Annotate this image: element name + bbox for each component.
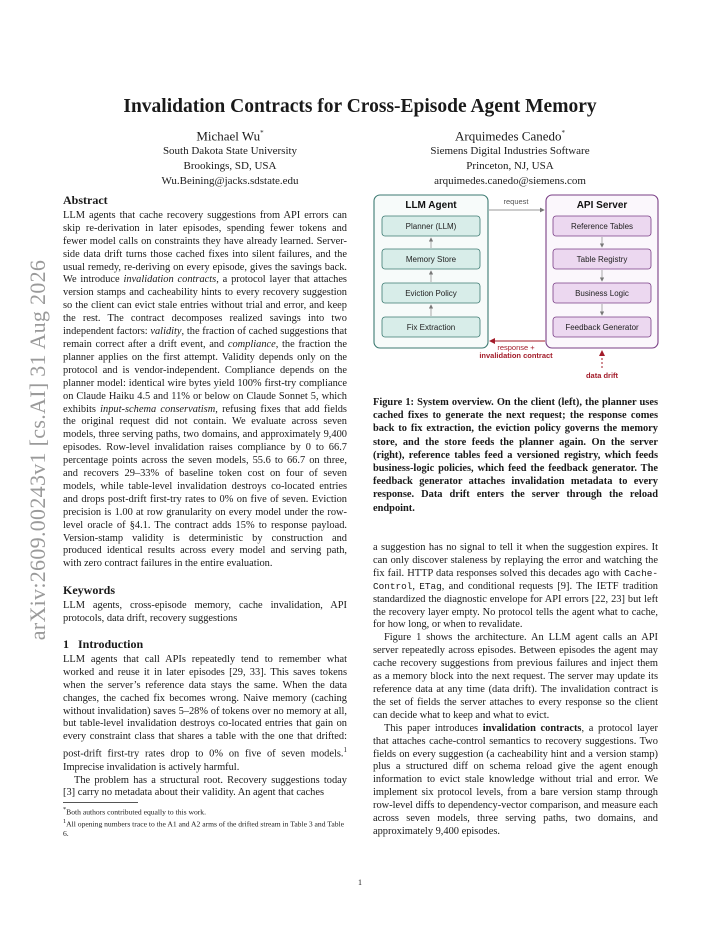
keywords-text: LLM agents, cross-episode memory, cache invalidation, API protocols, data drift, recovery suggestions [63,600,347,625]
intro-paragraph: The problem has a structural root. Recovery suggestions today [3] carry no metadata about their validity. An agent that caches [63,774,347,799]
author-name: Arquimedes Canedo [454,128,562,144]
reference-tables-label: Reference Tables [570,222,634,231]
footnotes [63,802,347,838]
paper-title: Invalidation Contracts for Cross-Episode Agent Memory [123,96,597,117]
server-title: API Server [576,200,628,211]
figure-caption: Figure 1: System overview. On the client (left), the planner uses cached fixes to generate the next request; the response comes back to fix extraction, the eviction policy governs the memory store, and the store feeds the planner again. On the server (right), reference tables feed a versioned registry, which feeds business-logic policies, which feed the feedback generator. The feedback generator attaches invalidation metadata to every response. Data drift enters the server through the reload endpoint. [373,397,658,514]
intro-paragraph: LLM agents that call APIs repeatedly tend to remember what worked and reuse it in later episodes [29, 33]. This saves tokens when the server’s reference data stays the same. When the data changes, the cached fix becomes wrong. Naive memory (caching without invalidation) saves 5–28% of tokens over no memory at all, but table-level invalidation destroys co-located entries that gain on every constraint class that shares a table with the one that drifted: post-drift first-try rates drop to 0% on five of seven models.$^1$ Imprecise invalidation is actively harmful. [63,653,347,773]
abstract-text: LLM agents that cache recovery suggestions from API errors can skip re-derivation in later episodes, spending fewer tokens and fewer model calls on constraints they have already learned. Server-side data drift turns those cached fixes into silent failures, and the usual remedy, re-deriving on every episode, gives the savings back. We introduce invalidation contracts, a protocol layer that attaches version stamps and cacheability hints to every recovery suggestion so the client can evict stale entries without trial and error, and keep the rest. The contract decomposes realized savings into two independent factors: validity, the fraction of cached suggestions that remain correct after a drift event, and compliance, the fraction the planner applies on the first attempt. Validity depends only on the protocol and is vendor-independent. Compliance depends on the planner model: identical wire bytes yield 100% first-try compliance on Claude Haiku 4.5 and 11% or below on Claude Sonnet 5, which exhibits input-schema conservatism, refusing fixes that add fields the original request did not contain. We evaluate across seven models, three serving paths, two domains, and approximately 9,400 episodes. Row-level invalidation raises compliance by 0 to 66.7 percentage points across the seven models, 55.6 to 66.7 on three, and recovers 29–33% of baseline token cost on four of seven models, while table-level invalidation destroys co-located entries and drops post-drift first-try rates to 0% on five of seven. Eviction precision is 1.00 at row granularity on every model under the row-level oracle of §4.1. The contract adds 15% to response payload. Version-stamp validity is deterministic by construction and produced identical results across every model and serving path, with zero contract failures in the entire evaluation. [63,209,347,570]
intro-paragraph: This paper introduces invalidation contracts, a protocol layer that attaches cache-control semantics to recovery suggestions. Two fields on every suggestion (a cacheability hint and a version stamp) plus a structured diff on schema reload give the agent enough information to evict stale knowledge without trial and error. We implement six protocol levels, from a bare version stamp through row-level diffs to dependency-vector comparison, and measure each across seven models, three serving paths, two domains, and approximately 9,400 episodes. [373,722,658,837]
author-name: Michael Wu [196,128,261,144]
planner-label: Planner (LLM) [405,222,457,231]
author-affiliation: Siemens Digital Industries Software [430,145,590,158]
fix-extraction-label: Fix Extraction [406,323,456,332]
request-label: request [503,197,529,206]
author-email: arquimedes.canedo@siemens.com [434,175,586,188]
system-overview-figure [372,192,660,384]
author-block-1 [100,125,360,189]
footnote-1: *Both authors contributed equally to this work. [63,806,207,817]
left-column [63,194,347,800]
data-drift-label: data drift [585,371,619,380]
eviction-policy-label: Eviction Policy [405,289,457,298]
author-location: Brookings, SD, USA [183,160,277,173]
right-column [373,542,658,839]
author-email: Wu.Beining@jacks.sdstate.edu [161,175,299,188]
abstract-heading: Abstract [63,193,108,207]
author-block-2 [380,125,640,189]
memory-store-label: Memory Store [405,255,457,264]
business-logic-label: Business Logic [575,289,629,298]
client-title: LLM Agent [405,200,457,211]
table-registry-label: Table Registry [576,255,628,264]
section-heading-introduction: 1 Introduction [63,637,144,651]
arxiv-identifier: arXiv:2609.00243v1 [cs.AI] 31 Aug 2026 [25,259,50,641]
page-number: 1 [358,878,362,887]
keywords-heading: Keywords [63,583,115,598]
author-location: Princeton, NJ, USA [466,160,554,173]
invalidation-contract-label: invalidation contract [479,351,553,360]
feedback-generator-label: Feedback Generator [565,323,639,332]
intro-paragraph: Figure 1 shows the architecture. An LLM agent calls an API server repeatedly across episodes. Between episodes the agent may cache recovery suggestions from previous failures and inject them as a memory block into the next request. The server may update its reference data at any time (data drift). The invalidation contract is the set of fields the server attaches to every response so the client can decide what to keep and what to evict. [373,632,658,721]
author-mark: * [260,129,264,137]
author-affiliation: South Dakota State University [162,145,298,158]
footnote-2: $^1$All opening numbers trace to the A1 and A2 arms of the drifted stream in Table 3 and Table 6. [63,817,345,838]
response-label: response + [497,343,535,352]
intro-paragraph: a suggestion has no signal to tell it when the suggestion expires. It can only discover staleness by replaying the error and watching the fix fail. HTTP data responses solved this decades ago with Cache-Control, ETag, and conditional requests [9]. The IETF tradition standardized the diagnostic envelope for API errors [22, 23] but left the recovery layer empty. No protocol tells the agent what to cache, for how long, or when to revalidate. [373,542,658,631]
footnote-rule [63,802,138,803]
author-mark: * [561,129,565,137]
